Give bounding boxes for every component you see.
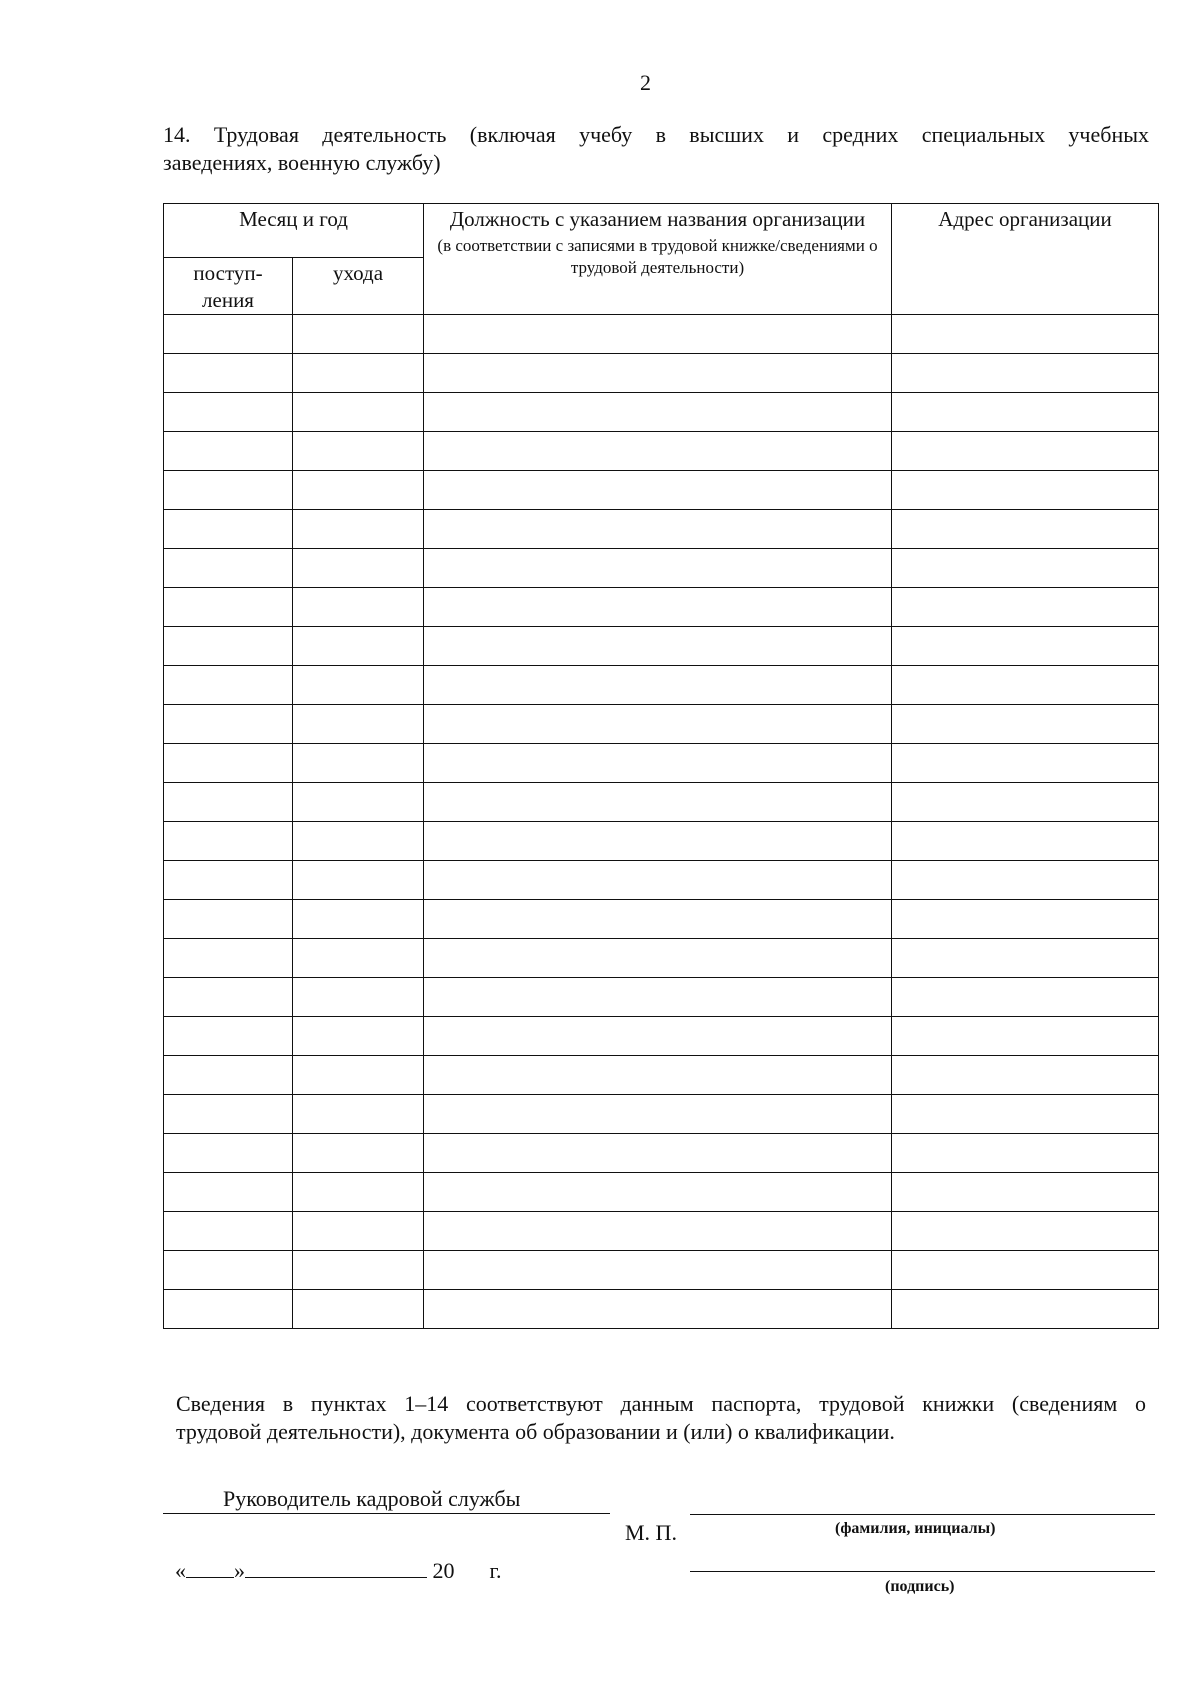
year-suffix: г. bbox=[489, 1558, 502, 1583]
month-year-header: Месяц и год bbox=[164, 204, 424, 258]
table-row bbox=[164, 1251, 1159, 1290]
name-caption: (фамилия, инициалы) bbox=[835, 1520, 996, 1537]
position-cell[interactable] bbox=[424, 354, 892, 393]
table-row bbox=[164, 1134, 1159, 1173]
hr-head-line[interactable] bbox=[163, 1513, 610, 1514]
table-row bbox=[164, 978, 1159, 1017]
start-date-cell[interactable] bbox=[164, 1095, 293, 1134]
end-date-cell[interactable] bbox=[293, 627, 424, 666]
table-row bbox=[164, 1173, 1159, 1212]
address-cell[interactable] bbox=[892, 900, 1159, 939]
date-field bbox=[175, 1557, 502, 1584]
start-date-cell[interactable] bbox=[164, 861, 293, 900]
position-cell[interactable] bbox=[424, 900, 892, 939]
table-row bbox=[164, 1212, 1159, 1251]
start-date-cell[interactable] bbox=[164, 510, 293, 549]
address-cell[interactable] bbox=[892, 354, 1159, 393]
confirmation-line2: трудовой деятельности), документа об образовании и (или) о квалификации. bbox=[176, 1419, 895, 1444]
position-cell[interactable] bbox=[424, 783, 892, 822]
address-header: Адрес организации bbox=[892, 204, 1159, 315]
end-date-cell[interactable] bbox=[293, 588, 424, 627]
position-cell[interactable] bbox=[424, 666, 892, 705]
address-cell[interactable] bbox=[892, 861, 1159, 900]
table-row bbox=[164, 705, 1159, 744]
position-cell[interactable] bbox=[424, 432, 892, 471]
start-date-cell[interactable] bbox=[164, 900, 293, 939]
start-date-cell[interactable] bbox=[164, 315, 293, 354]
start-date-cell[interactable] bbox=[164, 1290, 293, 1329]
table-row bbox=[164, 393, 1159, 432]
start-date-cell[interactable] bbox=[164, 1017, 293, 1056]
start-date-cell[interactable] bbox=[164, 432, 293, 471]
address-cell[interactable] bbox=[892, 1095, 1159, 1134]
position-cell[interactable] bbox=[424, 315, 892, 354]
start-date-cell[interactable] bbox=[164, 1173, 293, 1212]
end-date-cell[interactable] bbox=[293, 1134, 424, 1173]
position-cell[interactable] bbox=[424, 393, 892, 432]
table-header-row bbox=[164, 204, 1159, 258]
address-cell[interactable] bbox=[892, 783, 1159, 822]
end-date-cell[interactable] bbox=[293, 939, 424, 978]
start-date-cell[interactable] bbox=[164, 978, 293, 1017]
end-date-cell[interactable] bbox=[293, 1212, 424, 1251]
table-row bbox=[164, 861, 1159, 900]
end-date-cell[interactable] bbox=[293, 822, 424, 861]
position-cell[interactable] bbox=[424, 1095, 892, 1134]
start-date-cell[interactable] bbox=[164, 549, 293, 588]
table-row bbox=[164, 432, 1159, 471]
day-blank[interactable] bbox=[186, 1557, 234, 1578]
position-header-note: (в соответствии с записями в трудовой книжке/сведениями о трудовой деятельности) bbox=[437, 236, 878, 277]
end-date-cell[interactable] bbox=[293, 315, 424, 354]
table-row bbox=[164, 1056, 1159, 1095]
end-date-cell[interactable] bbox=[293, 1290, 424, 1329]
end-date-cell[interactable] bbox=[293, 1173, 424, 1212]
end-date-cell[interactable] bbox=[293, 1251, 424, 1290]
date-close-quote: » bbox=[234, 1558, 245, 1583]
start-date-cell[interactable] bbox=[164, 1212, 293, 1251]
end-date-header: ухода bbox=[293, 258, 424, 315]
work-history-table bbox=[163, 203, 1159, 1329]
position-cell[interactable] bbox=[424, 549, 892, 588]
section-title-line2: заведениях, военную службу) bbox=[163, 150, 441, 175]
table-row bbox=[164, 783, 1159, 822]
hr-head-label: Руководитель кадровой службы bbox=[223, 1486, 521, 1511]
address-cell[interactable] bbox=[892, 1056, 1159, 1095]
table-row bbox=[164, 900, 1159, 939]
position-cell[interactable] bbox=[424, 861, 892, 900]
end-date-cell[interactable] bbox=[293, 549, 424, 588]
name-line[interactable] bbox=[690, 1514, 1155, 1515]
end-date-cell[interactable] bbox=[293, 510, 424, 549]
position-cell[interactable] bbox=[424, 1017, 892, 1056]
start-date-cell[interactable] bbox=[164, 822, 293, 861]
position-cell[interactable] bbox=[424, 822, 892, 861]
position-cell[interactable] bbox=[424, 471, 892, 510]
address-cell[interactable] bbox=[892, 978, 1159, 1017]
address-cell[interactable] bbox=[892, 432, 1159, 471]
address-cell[interactable] bbox=[892, 744, 1159, 783]
address-cell[interactable] bbox=[892, 1212, 1159, 1251]
start-date-cell[interactable] bbox=[164, 1134, 293, 1173]
start-date-cell[interactable] bbox=[164, 744, 293, 783]
table-row bbox=[164, 939, 1159, 978]
signature-line[interactable] bbox=[690, 1571, 1155, 1572]
address-cell[interactable] bbox=[892, 939, 1159, 978]
confirmation-line1: Сведения в пунктах 1–14 соответствуют данным паспорта, трудовой книжки (сведениям о bbox=[176, 1391, 1146, 1416]
position-cell[interactable] bbox=[424, 1134, 892, 1173]
address-cell[interactable] bbox=[892, 1017, 1159, 1056]
end-date-cell[interactable] bbox=[293, 1056, 424, 1095]
start-date-cell[interactable] bbox=[164, 783, 293, 822]
section-title bbox=[163, 121, 1149, 177]
position-cell[interactable] bbox=[424, 978, 892, 1017]
start-date-cell[interactable] bbox=[164, 1251, 293, 1290]
position-cell[interactable] bbox=[424, 744, 892, 783]
table-row bbox=[164, 315, 1159, 354]
end-date-cell[interactable] bbox=[293, 861, 424, 900]
position-cell[interactable] bbox=[424, 1056, 892, 1095]
address-cell[interactable] bbox=[892, 1251, 1159, 1290]
address-cell[interactable] bbox=[892, 666, 1159, 705]
position-cell[interactable] bbox=[424, 627, 892, 666]
year-prefix: 20 bbox=[432, 1558, 455, 1583]
position-cell[interactable] bbox=[424, 1173, 892, 1212]
position-cell[interactable] bbox=[424, 939, 892, 978]
address-cell[interactable] bbox=[892, 549, 1159, 588]
end-date-cell[interactable] bbox=[293, 744, 424, 783]
address-cell[interactable] bbox=[892, 393, 1159, 432]
start-date-cell[interactable] bbox=[164, 627, 293, 666]
table-row bbox=[164, 1095, 1159, 1134]
end-date-cell[interactable] bbox=[293, 666, 424, 705]
end-date-cell[interactable] bbox=[293, 354, 424, 393]
address-cell[interactable] bbox=[892, 510, 1159, 549]
start-date-header: поступ- ления bbox=[164, 258, 293, 315]
start-date-cell[interactable] bbox=[164, 705, 293, 744]
position-cell[interactable] bbox=[424, 705, 892, 744]
start-date-cell[interactable] bbox=[164, 393, 293, 432]
table-row bbox=[164, 549, 1159, 588]
table-row bbox=[164, 627, 1159, 666]
start-date-cell[interactable] bbox=[164, 666, 293, 705]
position-cell[interactable] bbox=[424, 1290, 892, 1329]
start-date-cell[interactable] bbox=[164, 939, 293, 978]
address-cell[interactable] bbox=[892, 1134, 1159, 1173]
start-date-cell[interactable] bbox=[164, 354, 293, 393]
position-cell[interactable] bbox=[424, 1251, 892, 1290]
end-date-cell[interactable] bbox=[293, 1095, 424, 1134]
table-row bbox=[164, 1290, 1159, 1329]
end-date-cell[interactable] bbox=[293, 783, 424, 822]
address-cell[interactable] bbox=[892, 315, 1159, 354]
table-row bbox=[164, 744, 1159, 783]
position-cell[interactable] bbox=[424, 510, 892, 549]
stamp-label: М. П. bbox=[625, 1520, 677, 1545]
position-cell[interactable] bbox=[424, 588, 892, 627]
address-cell[interactable] bbox=[892, 627, 1159, 666]
end-date-cell[interactable] bbox=[293, 432, 424, 471]
address-cell[interactable] bbox=[892, 1290, 1159, 1329]
position-cell[interactable] bbox=[424, 1212, 892, 1251]
month-blank[interactable] bbox=[245, 1557, 427, 1578]
start-date-cell[interactable] bbox=[164, 588, 293, 627]
end-date-cell[interactable] bbox=[293, 471, 424, 510]
end-date-cell[interactable] bbox=[293, 900, 424, 939]
end-date-cell[interactable] bbox=[293, 978, 424, 1017]
table-row bbox=[164, 471, 1159, 510]
start-date-cell[interactable] bbox=[164, 471, 293, 510]
end-date-cell[interactable] bbox=[293, 393, 424, 432]
confirmation-statement bbox=[176, 1390, 1146, 1446]
table-row bbox=[164, 354, 1159, 393]
table-row bbox=[164, 588, 1159, 627]
table-row bbox=[164, 510, 1159, 549]
address-cell[interactable] bbox=[892, 822, 1159, 861]
address-cell[interactable] bbox=[892, 1173, 1159, 1212]
address-cell[interactable] bbox=[892, 588, 1159, 627]
table-row bbox=[164, 666, 1159, 705]
position-header bbox=[424, 204, 892, 315]
table-row bbox=[164, 822, 1159, 861]
section-title-line1: 14. Трудовая деятельность (включая учебу в высших и средних специальных учебных bbox=[163, 122, 1149, 147]
end-date-cell[interactable] bbox=[293, 1017, 424, 1056]
address-cell[interactable] bbox=[892, 705, 1159, 744]
signature-caption: (подпись) bbox=[885, 1578, 955, 1595]
address-cell[interactable] bbox=[892, 471, 1159, 510]
position-header-title: Должность с указанием названия организации bbox=[449, 207, 866, 231]
table-row bbox=[164, 1017, 1159, 1056]
end-date-cell[interactable] bbox=[293, 705, 424, 744]
page-number: 2 bbox=[640, 70, 651, 95]
date-open-quote: « bbox=[175, 1558, 186, 1583]
start-date-cell[interactable] bbox=[164, 1056, 293, 1095]
